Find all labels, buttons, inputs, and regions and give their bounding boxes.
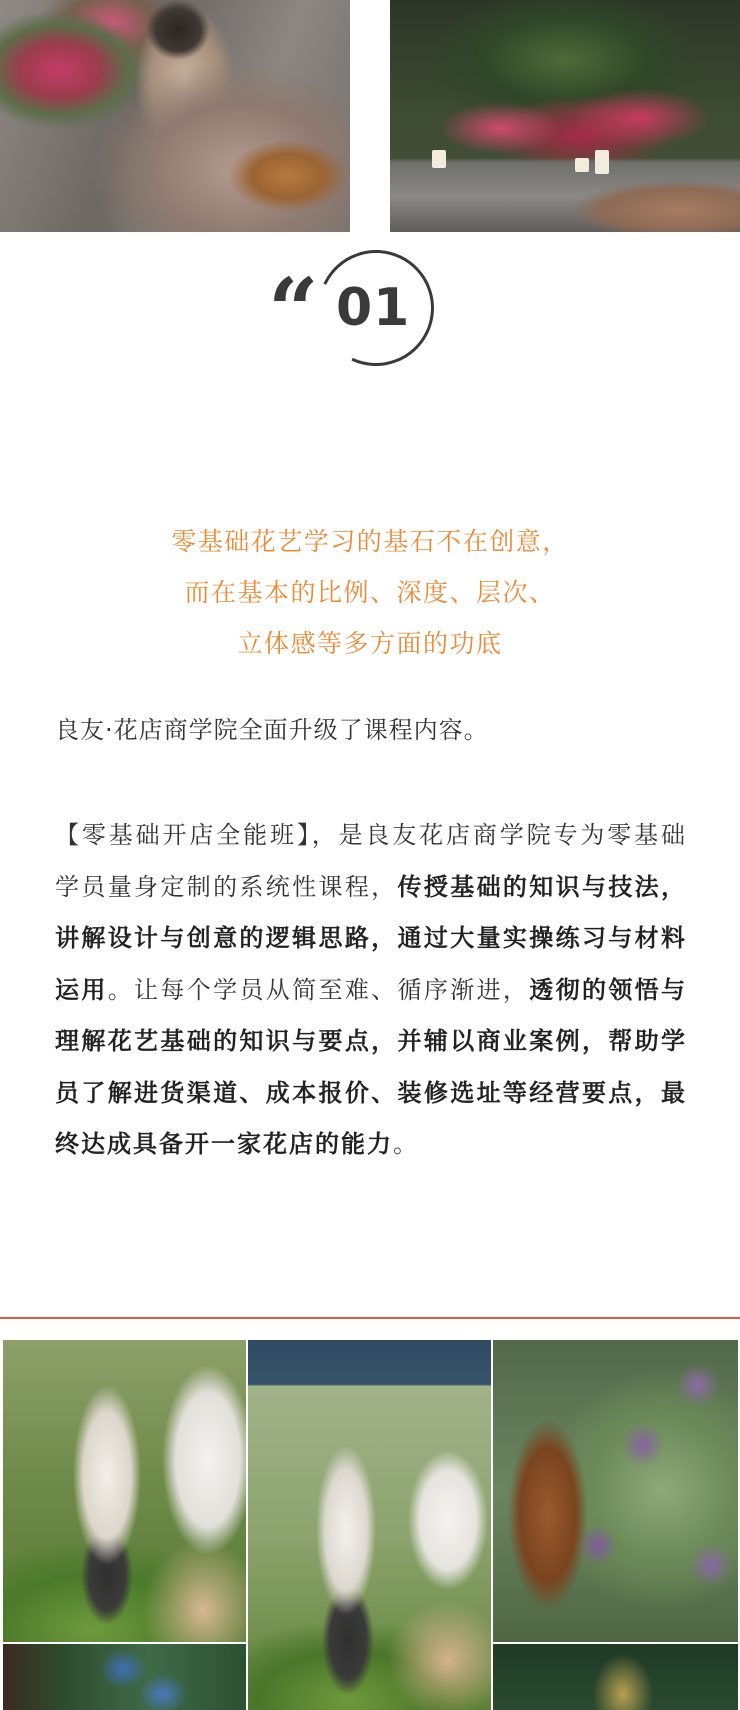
description-segment: 。让每个学员从简至难、循序渐进， bbox=[107, 975, 530, 1004]
section-number: 01 bbox=[336, 278, 411, 338]
candle-1 bbox=[432, 150, 446, 168]
intro-paragraph: 良友·花店商学院全面升级了课程内容。 bbox=[55, 716, 489, 744]
description-emphasis: 透彻的领悟与理解花艺基础的知识与要点，并辅以商业案例，帮助学员了解进货渠道、成本报价、装修选址等经营要点，最终达成具备开一家花店的能力 bbox=[55, 975, 688, 1158]
gallery-photo-greenery bbox=[493, 1644, 738, 1710]
description-segment: 。 bbox=[393, 1130, 419, 1158]
photo-flower-table-with-candles bbox=[390, 0, 740, 232]
gallery-photo-blue-flowers bbox=[3, 1644, 246, 1710]
description-emphasis: 传授基础的知识与技法，讲解设计与创意的逻辑思路，通过大量实操练习与材料运用 bbox=[55, 872, 688, 1004]
description-segment: 【零基础开店全能班】，是良友花店商学院专为零基础学员量身定制的系统性课程， bbox=[55, 821, 687, 901]
highlight-line-2: 而在基本的比例、深度、层次、 bbox=[184, 578, 556, 607]
course-description bbox=[55, 810, 687, 1171]
gallery-photo-florist-in-greenery bbox=[3, 1340, 246, 1642]
highlight-line-3: 立体感等多方面的功底 bbox=[237, 629, 503, 658]
photo-woman-with-dog-at-flower-table bbox=[0, 0, 350, 232]
candle-2 bbox=[575, 158, 589, 172]
section-divider bbox=[0, 1317, 740, 1319]
gallery-photo-purple-flowers-and-chair bbox=[493, 1340, 738, 1642]
highlight-line-1: 零基础花艺学习的基石不在创意， bbox=[171, 527, 569, 556]
quote-mark-icon: “ bbox=[268, 258, 313, 362]
candle-3 bbox=[595, 150, 609, 174]
gallery-photo-florist-with-arrangement bbox=[248, 1340, 491, 1710]
